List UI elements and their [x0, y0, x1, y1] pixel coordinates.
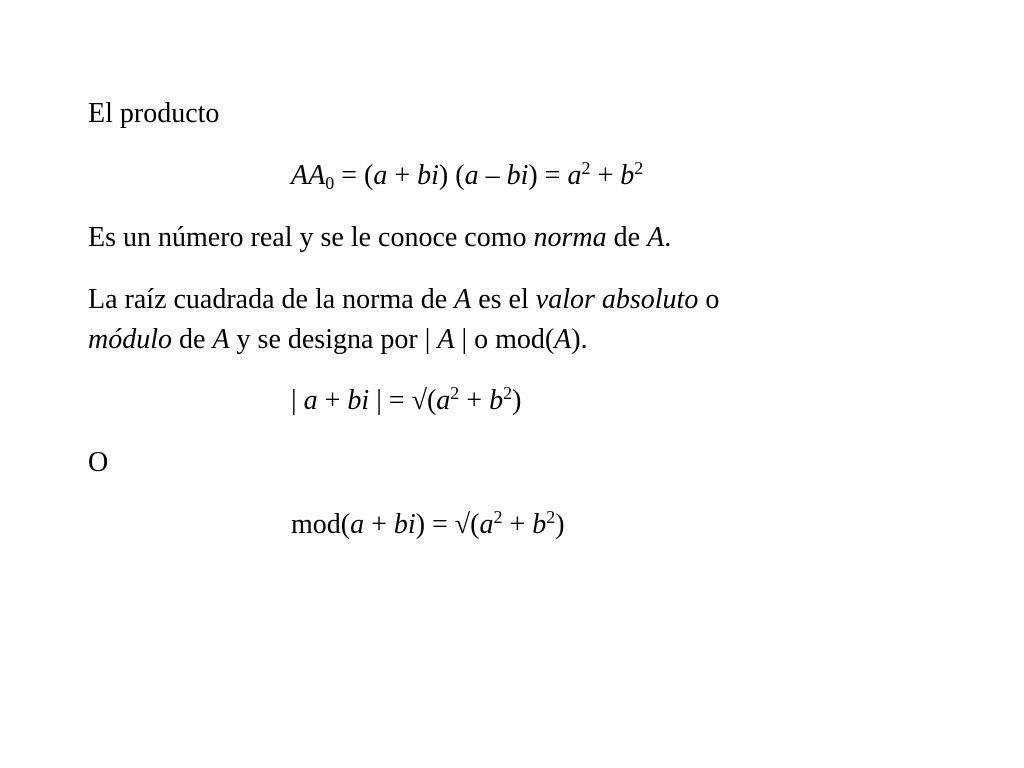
norma-paragraph: Es un número real y se le conoce como norma de A. [88, 222, 672, 253]
formula-modulus: $mod(a + bi) = √(a^2 + b^2)$ [291, 507, 565, 540]
valor-absoluto-line-1: La raíz cuadrada de la norma de A es el valor absoluto o [88, 284, 720, 315]
valor-absoluto-line-2: módulo de A y se designa por | A | o mod(A). [88, 324, 588, 355]
or-text: O [88, 447, 109, 478]
intro-text: El producto [88, 98, 220, 129]
formula-absolute-value: | a + bi | = $√(a^2 + b^2)$ [291, 383, 522, 416]
formula-product: $AA_0 = (a + bi)$ $(a - bi) = a^2 + b^2$ [291, 158, 644, 193]
